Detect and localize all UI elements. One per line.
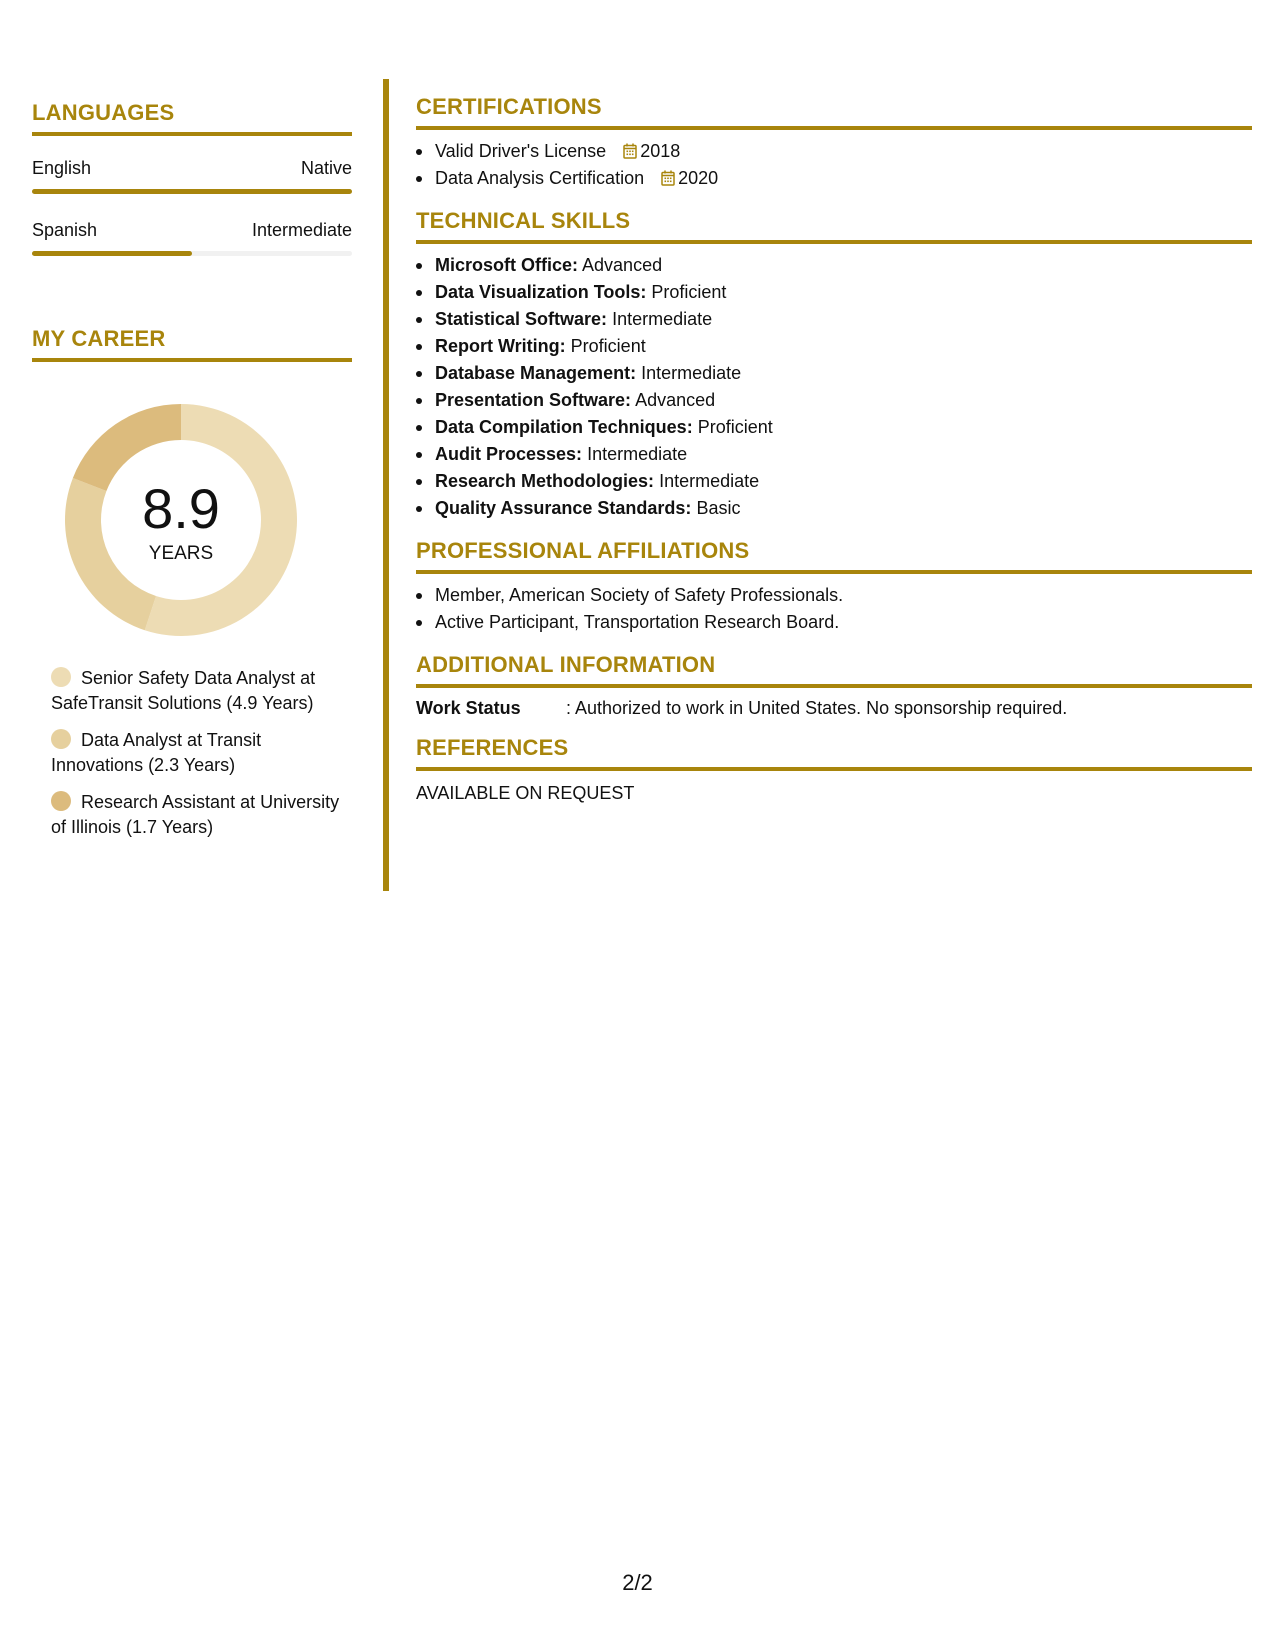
donut-center-label [65,404,297,636]
career-role-label: Senior Safety Data Analyst at SafeTransit Solutions (4.9 Years) [51,668,316,713]
career-donut-chart [65,404,297,636]
legend-color-dot [51,729,71,749]
work-status-value: : Authorized to work in United States. No sponsorship required. [566,698,1068,718]
work-status-row [416,698,1252,719]
certifications-list [416,138,1252,192]
language-item [32,220,352,256]
affiliation-item: Member, American Society of Safety Professionals. [416,582,1252,609]
skill-item [416,414,1252,441]
skill-level: Proficient [697,417,773,437]
certification-name: Data Analysis Certification [435,168,645,188]
career-role-label: Research Assistant at University of Illinois (1.7 Years) [51,792,340,837]
career-legend-item [51,666,351,716]
additional-info-title: ADDITIONAL INFORMATION [416,652,716,677]
certifications-title: CERTIFICATIONS [416,94,602,119]
language-name: Spanish [32,220,98,240]
skill-level: Proficient [651,282,727,302]
skill-level: Intermediate [659,471,760,491]
language-proficiency-fill [32,189,352,194]
calendar-icon [623,143,637,159]
skill-item [416,441,1252,468]
career-section [32,326,352,840]
language-proficiency-fill [32,251,192,256]
technical-skills-list [416,252,1252,522]
skill-name: Quality Assurance Standards: [435,498,692,518]
certification-year: 2020 [678,168,719,188]
legend-color-dot [51,667,71,687]
references-text: AVAILABLE ON REQUEST [416,783,635,803]
affiliation-item: Active Participant, Transportation Research Board. [416,609,1252,636]
certifications-section [416,94,1252,192]
skill-name: Data Compilation Techniques: [435,417,693,437]
certification-item [416,165,1252,192]
language-proficiency-bar [32,251,352,256]
certification-item [416,138,1252,165]
certification-name: Valid Driver's License [435,141,607,161]
page-number: 2/2 [622,1570,653,1595]
skill-name: Data Visualization Tools: [435,282,647,302]
career-legend [51,666,351,840]
skill-item [416,495,1252,522]
section-divider [416,240,1252,244]
skill-item [416,333,1252,360]
section-divider [416,126,1252,130]
career-legend-item [51,728,351,778]
skill-name: Presentation Software: [435,390,632,410]
languages-title: LANGUAGES [32,100,175,125]
references-title: REFERENCES [416,735,569,760]
skill-name: Research Methodologies: [435,471,655,491]
career-legend-item [51,790,351,840]
legend-color-dot [51,791,71,811]
total-years-unit: YEARS [148,543,214,564]
affiliations-title: PROFESSIONAL AFFILIATIONS [416,538,750,563]
affiliations-list [416,582,1252,636]
skill-name: Report Writing: [435,336,566,356]
language-row [32,220,352,241]
section-divider [416,684,1252,688]
section-divider [416,767,1252,771]
language-proficiency-bar [32,189,352,194]
column-divider [383,79,389,891]
skill-item [416,387,1252,414]
skill-level: Basic [696,498,741,518]
calendar-icon [661,170,675,186]
skill-level: Advanced [635,390,716,410]
technical-skills-section [416,208,1252,522]
work-status-label: Work Status [416,698,521,718]
language-level: Intermediate [251,220,352,240]
affiliations-section [416,538,1252,636]
right-column [416,94,1252,804]
languages-section [32,100,352,256]
skill-level: Intermediate [641,363,742,383]
certification-year: 2018 [640,141,681,161]
total-years-value: 8.9 [142,477,220,540]
section-divider [32,132,352,136]
skill-item [416,306,1252,333]
career-role-label: Data Analyst at Transit Innovations (2.3 Years) [51,730,262,775]
skill-level: Advanced [582,255,663,275]
skill-level: Intermediate [612,309,713,329]
skill-name: Database Management: [435,363,637,383]
career-title: MY CAREER [32,326,166,351]
technical-skills-title: TECHNICAL SKILLS [416,208,631,233]
additional-info-section [416,652,1252,719]
skill-name: Statistical Software: [435,309,608,329]
skill-item [416,279,1252,306]
skill-level: Intermediate [587,444,688,464]
language-name: English [32,158,92,178]
skill-level: Proficient [570,336,646,356]
language-level: Native [300,158,352,178]
skill-item [416,468,1252,495]
language-item [32,158,352,194]
skill-name: Microsoft Office: [435,255,579,275]
left-column [32,100,352,852]
references-section [416,735,1252,804]
skill-item [416,252,1252,279]
skill-item [416,360,1252,387]
skill-name: Audit Processes: [435,444,583,464]
section-divider [32,358,352,362]
language-row [32,158,352,179]
section-divider [416,570,1252,574]
